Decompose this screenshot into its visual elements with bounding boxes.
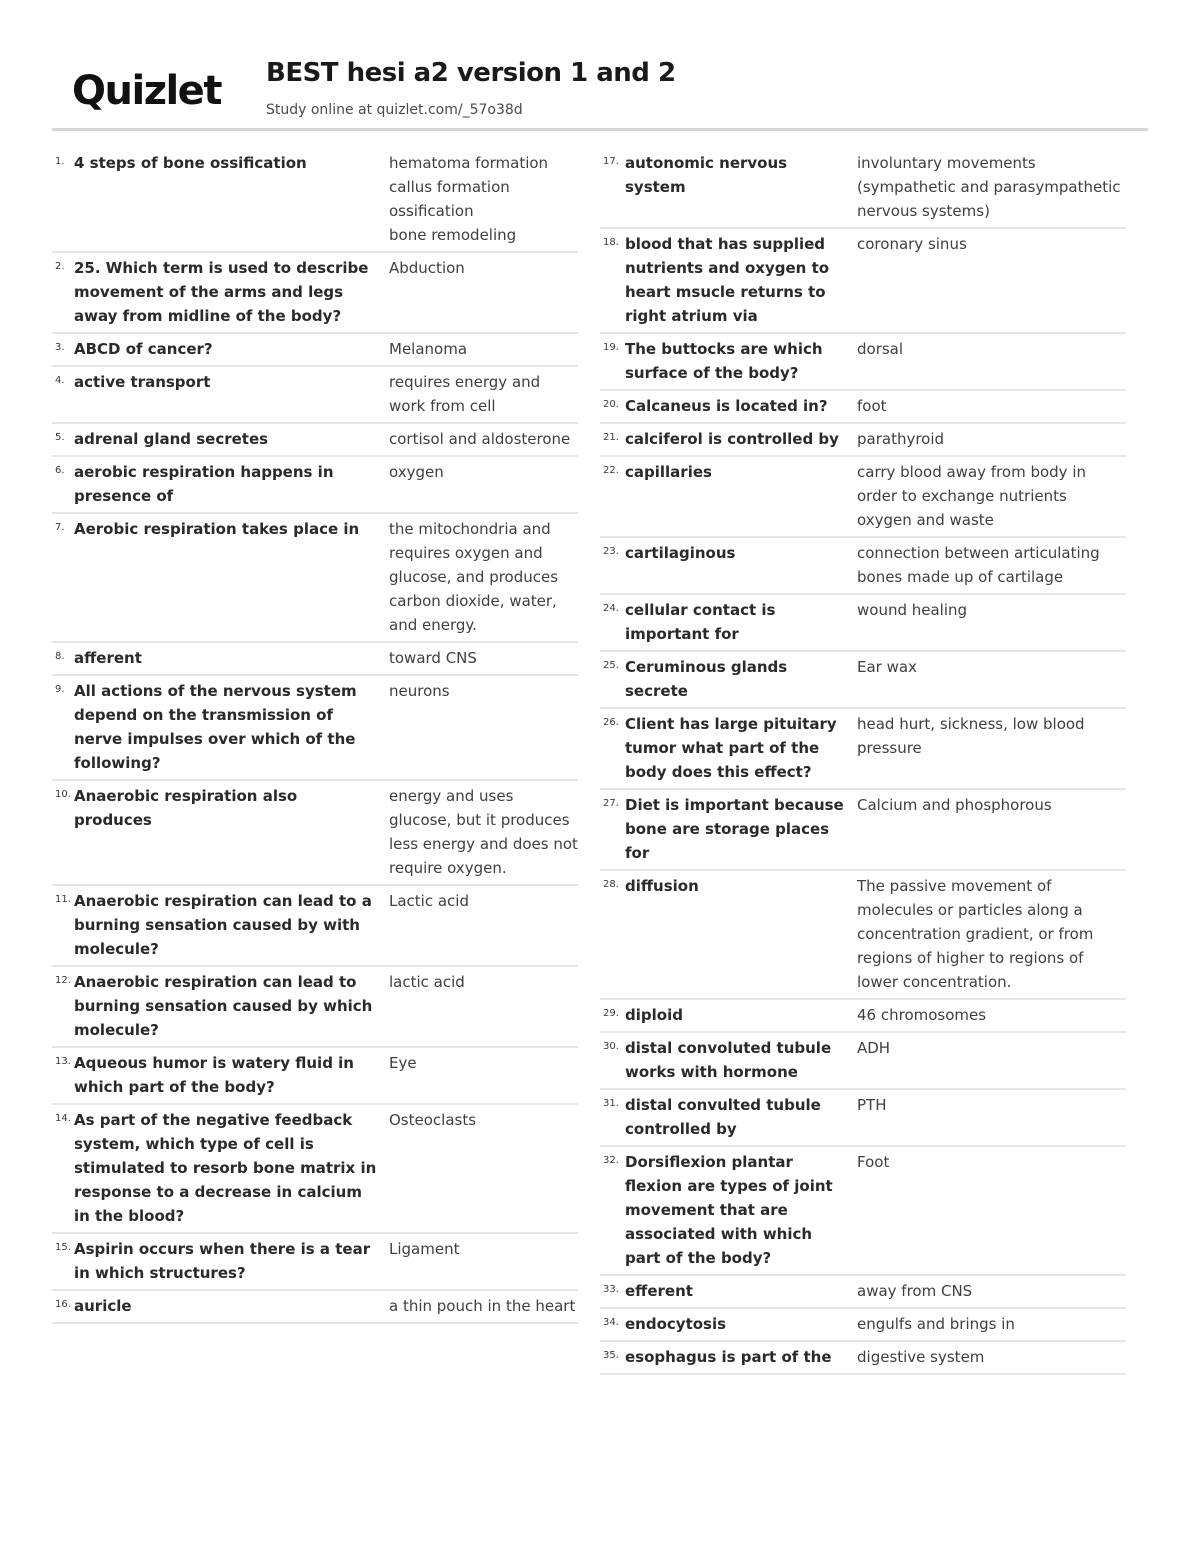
card-number: 8. [55, 651, 65, 662]
card-definition: Eye [389, 1054, 417, 1072]
card-row [52, 1048, 578, 1105]
card-term: cellular contact is important for [625, 601, 776, 643]
card-definition: 46 chromosomes [857, 1006, 987, 1024]
card-number: 29. [603, 1008, 619, 1019]
card-row [600, 457, 1126, 538]
card-number: 12. [55, 975, 71, 986]
card-definition: cortisol and aldosterone [389, 430, 571, 448]
card-definition: The passive movement of molecules or particles along a concentration gradient, or from regions of higher to regions of lower concentration. [857, 877, 1094, 991]
card-term: aerobic respiration happens in presence of [74, 463, 334, 505]
card-row [600, 1090, 1126, 1147]
card-term: endocytosis [625, 1315, 727, 1333]
card-row [600, 1276, 1126, 1309]
card-number: 27. [603, 798, 619, 809]
page-title: BEST hesi a2 version 1 and 2 [266, 58, 676, 88]
card-row [600, 652, 1126, 709]
card-number: 11. [55, 894, 71, 905]
card-term: The buttocks are which surface of the body? [625, 340, 823, 382]
card-term: Diet is important because bone are storage places for [625, 796, 844, 862]
card-definition: involuntary movements (sympathetic and parasympathetic nervous systems) [857, 154, 1121, 220]
card-definition: PTH [857, 1096, 887, 1114]
card-row [52, 457, 578, 514]
card-number: 4. [55, 375, 65, 386]
card-row [600, 1033, 1126, 1090]
card-row [52, 424, 578, 457]
card-row [52, 1291, 578, 1324]
card-definition: Melanoma [389, 340, 468, 358]
card-term: esophagus is part of the [625, 1348, 832, 1366]
card-number: 1. [55, 156, 65, 167]
card-term: diffusion [625, 877, 699, 895]
card-row [600, 229, 1126, 334]
card-row [600, 1000, 1126, 1033]
card-definition: away from CNS [857, 1282, 973, 1300]
card-number: 22. [603, 465, 619, 476]
card-definition: Lactic acid [389, 892, 469, 910]
card-definition: energy and uses glucose, but it produces less energy and does not require oxygen. [389, 787, 578, 877]
card-definition: carry blood away from body in order to exchange nutrients oxygen and waste [857, 463, 1086, 529]
card-row [600, 595, 1126, 652]
quizlet-logo[interactable]: Quizlet [72, 68, 221, 114]
card-row [52, 643, 578, 676]
card-number: 23. [603, 546, 619, 557]
card-row [52, 334, 578, 367]
card-term: cartilaginous [625, 544, 736, 562]
card-definition: dorsal [857, 340, 904, 358]
card-row [600, 391, 1126, 424]
card-term: Client has large pituitary tumor what part of the body does this effect? [625, 715, 837, 781]
card-number: 25. [603, 660, 619, 671]
card-number: 34. [603, 1317, 619, 1328]
card-term: active transport [74, 373, 211, 391]
card-term: Anaerobic respiration can lead to burning sensation caused by which molecule? [74, 973, 373, 1039]
card-number: 2. [55, 261, 65, 272]
card-number: 18. [603, 237, 619, 248]
card-term: Dorsiflexion plantar flexion are types of joint movement that are associated with which part of the body? [625, 1153, 833, 1267]
card-definition: ADH [857, 1039, 891, 1057]
card-row [52, 1234, 578, 1291]
card-row [52, 253, 578, 334]
card-row [600, 871, 1126, 1000]
card-term: Anaerobic respiration can lead to a burning sensation caused by with molecule? [74, 892, 372, 958]
card-number: 3. [55, 342, 65, 353]
card-number: 26. [603, 717, 619, 728]
card-number: 35. [603, 1350, 619, 1361]
card-term: diploid [625, 1006, 683, 1024]
card-term: Aqueous humor is watery fluid in which part of the body? [74, 1054, 354, 1096]
card-term: All actions of the nervous system depend on the transmission of nerve impulses over which of the following? [74, 682, 357, 772]
card-definition: Calcium and phosphorous [857, 796, 1052, 814]
card-term: As part of the negative feedback system, which type of cell is stimulated to resorb bone matrix in response to a decrease in calcium in the blood? [74, 1111, 377, 1225]
card-row [52, 148, 578, 253]
card-definition: Ear wax [857, 658, 917, 676]
header-divider [52, 128, 1148, 131]
card-term: blood that has supplied nutrients and oxygen to heart msucle returns to right atrium via [625, 235, 830, 325]
card-row [600, 790, 1126, 871]
card-number: 17. [603, 156, 619, 167]
card-row [600, 148, 1126, 229]
card-number: 15. [55, 1242, 71, 1253]
card-term: ABCD of cancer? [74, 340, 213, 358]
card-definition: foot [857, 397, 887, 415]
card-definition: neurons [389, 682, 450, 700]
card-definition: parathyroid [857, 430, 945, 448]
card-term: Aerobic respiration takes place in [74, 520, 360, 538]
cards-right-column [600, 148, 1126, 1375]
card-term: Anaerobic respiration also produces [74, 787, 298, 829]
card-row [52, 367, 578, 424]
card-number: 24. [603, 603, 619, 614]
card-number: 14. [55, 1113, 71, 1124]
card-number: 19. [603, 342, 619, 353]
card-row [52, 967, 578, 1048]
card-definition: engulfs and brings in [857, 1315, 1015, 1333]
card-definition: coronary sinus [857, 235, 967, 253]
card-term: distal convulted tubule controlled by [625, 1096, 821, 1138]
card-number: 21. [603, 432, 619, 443]
card-number: 33. [603, 1284, 619, 1295]
card-definition: digestive system [857, 1348, 985, 1366]
card-number: 5. [55, 432, 65, 443]
card-number: 20. [603, 399, 619, 410]
card-term: autonomic nervous system [625, 154, 788, 196]
card-number: 31. [603, 1098, 619, 1109]
card-term: capillaries [625, 463, 712, 481]
card-term: efferent [625, 1282, 693, 1300]
page-header [70, 58, 1148, 132]
card-row [600, 424, 1126, 457]
card-row [52, 514, 578, 643]
card-definition: oxygen [389, 463, 444, 481]
card-number: 30. [603, 1041, 619, 1052]
card-definition: Abduction [389, 259, 465, 277]
card-number: 16. [55, 1299, 71, 1310]
card-definition: hematoma formation callus formation ossification bone remodeling [389, 154, 549, 244]
card-definition: head hurt, sickness, low blood pressure [857, 715, 1085, 757]
card-row [600, 709, 1126, 790]
card-number: 13. [55, 1056, 71, 1067]
card-term: auricle [74, 1297, 132, 1315]
card-row [600, 538, 1126, 595]
card-definition: requires energy and work from cell [389, 373, 541, 415]
card-term: 4 steps of bone ossification [74, 154, 307, 172]
card-number: 9. [55, 684, 65, 695]
card-definition: toward CNS [389, 649, 477, 667]
card-number: 6. [55, 465, 65, 476]
card-term: calciferol is controlled by [625, 430, 839, 448]
card-row [600, 1147, 1126, 1276]
card-number: 10. [55, 789, 71, 800]
card-row [600, 334, 1126, 391]
card-definition: wound healing [857, 601, 968, 619]
card-number: 7. [55, 522, 65, 533]
card-definition: connection between articulating bones made up of cartilage [857, 544, 1100, 586]
card-row [52, 886, 578, 967]
card-term: adrenal gland secretes [74, 430, 269, 448]
card-number: 28. [603, 879, 619, 890]
card-number: 32. [603, 1155, 619, 1166]
card-row [52, 676, 578, 781]
card-definition: the mitochondria and requires oxygen and glucose, and produces carbon dioxide, water, and energy. [389, 520, 559, 634]
card-definition: Foot [857, 1153, 890, 1171]
card-term: Ceruminous glands secrete [625, 658, 788, 700]
card-term: afferent [74, 649, 142, 667]
card-row [600, 1309, 1126, 1342]
card-definition: a thin pouch in the heart [389, 1297, 576, 1315]
cards-left-column [52, 148, 578, 1324]
card-definition: Ligament [389, 1240, 460, 1258]
card-term: Aspirin occurs when there is a tear in which structures? [74, 1240, 371, 1282]
study-online-link[interactable]: Study online at quizlet.com/_57o38d [266, 102, 523, 118]
card-row [52, 781, 578, 886]
card-term: Calcaneus is located in? [625, 397, 828, 415]
card-definition: lactic acid [389, 973, 465, 991]
card-row [52, 1105, 578, 1234]
card-term: distal convoluted tubule works with hormone [625, 1039, 832, 1081]
card-definition: Osteoclasts [389, 1111, 477, 1129]
card-term: 25. Which term is used to describe movement of the arms and legs away from midline of the body? [74, 259, 369, 325]
card-row [600, 1342, 1126, 1375]
